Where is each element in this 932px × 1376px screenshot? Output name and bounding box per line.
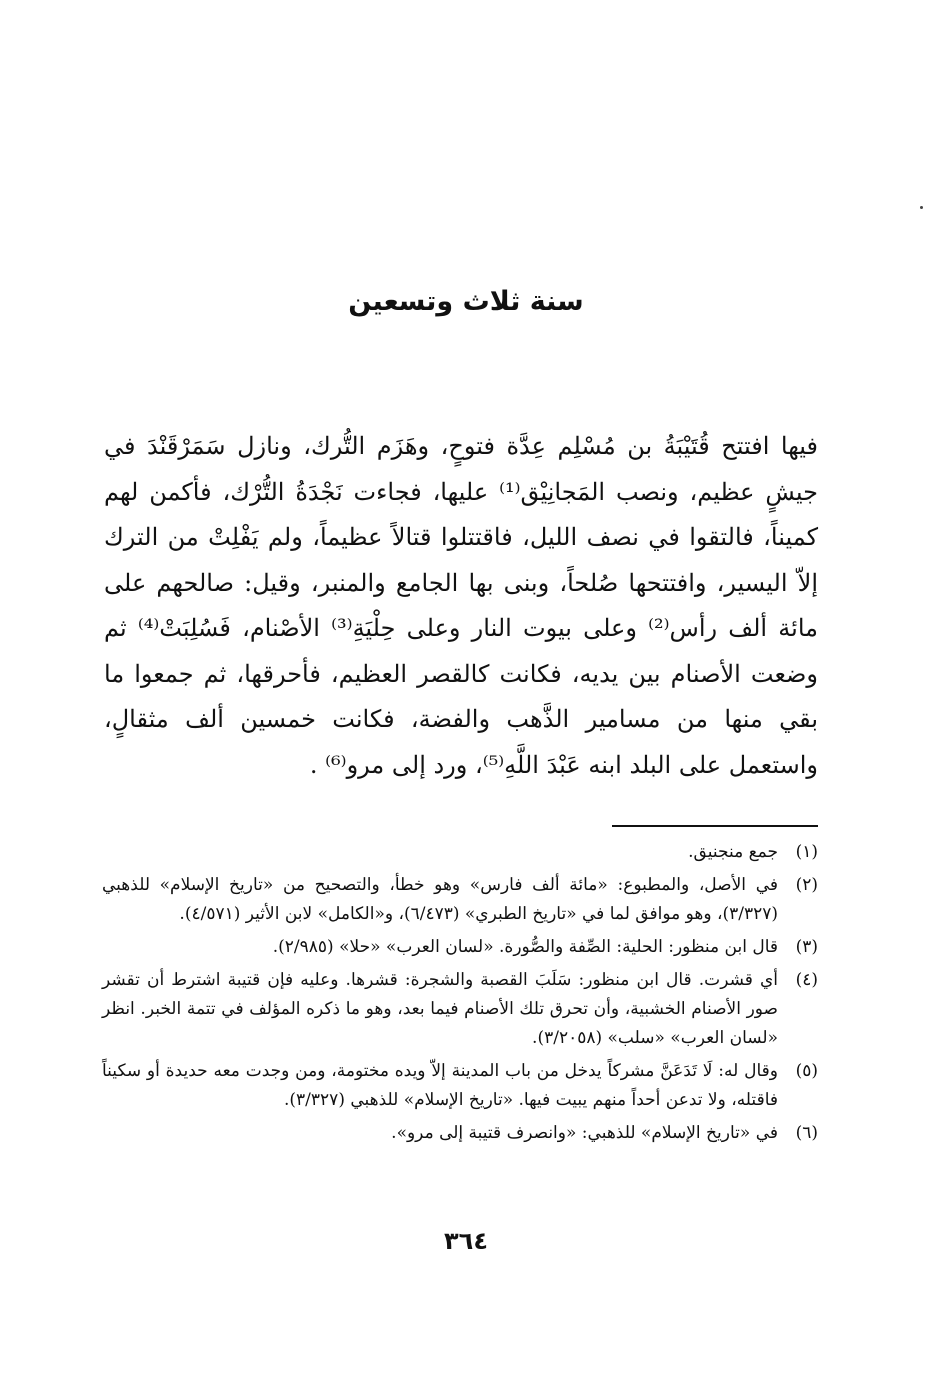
footnote-number: (٤) <box>795 970 818 990</box>
footnote-4 <box>102 966 818 1053</box>
footnote-number: (١) <box>795 842 818 862</box>
footnote-text: في الأصل، والمطبوع: «مائة ألف فارس» وهو خطأ، والتصحيح من «تاريخ الإسلام» للذهبي (٣/٣٢٧)، وهو موافق لما في «تاريخ الطبري» (٦/٤٧٣)، و«الكامل» لابن الأثير (٤/٥٧١). <box>102 875 778 924</box>
footnote-text: في «تاريخ الإسلام» للذهبي: «وانصرف قتيبة إلى مرو». <box>391 1123 778 1143</box>
main-paragraph: فيها افتتح قُتَيْبَةُ بن مُسْلِم عِدَّة فتوحٍ، وهَزَم التُّرك، ونازل سَمَرْقَنْدَ في جيشٍ عظيم، ونصب المَجانِيْق⁽¹⁾ عليها، فجاءت نَجْدَةُ التُّرْك، فأكمن لهم كميناً، فالتقوا في نصف الليل، فاقتتلوا قتالاً عظيماً، ولم يَفْلِتْ من الترك إلاّ اليسير، وافتتحها صُلحاً، وبنى بها الجامع والمنبر، وقيل: صالحهم على مائة ألف رأس⁽²⁾ وعلى بيوت النار وعلى حِلْيَةِ⁽³⁾ الأصْنام، فَسُلِبَتْ⁽⁴⁾ ثم وضعت الأصنام بين يديه، فكانت كالقصر العظيم، فأحرقها، ثم جمعوا ما بقي منها من مسامير الذَّهب والفضة، فكانت خمسين ألف مثقالٍ، واستعمل على البلد ابنه عَبْدَ اللَّهِ⁽⁵⁾، ورد إلى مرو⁽⁶⁾ . <box>104 432 818 779</box>
footnote-text: أي قشرت. قال ابن منظور: سَلَبَ القصبة والشجرة: قشرها. وعليه فإن قتيبة اشترط أن تقشر صور الأصنام الخشبية، وأن تحرق تلك الأصنام فيما بعد، وهو ما ذكره المؤلف في تتمة الخبر. انظر «لسان العرب» «سلب» (٣/٢٠٥٨). <box>102 970 778 1048</box>
footnote-number: (٢) <box>795 875 818 895</box>
footnote-separator <box>612 825 818 827</box>
footnote-text: وقال له: لَا تَدَعَنَّ مشركاً يدخل من باب المدينة إلاّ ويده مختومة، ومن وجدت معه حديدة أو سكيناً فاقتله، ولا تدعن أحداً منهم يبيت فيها. «تاريخ الإسلام» للذهبي (٣/٣٢٧). <box>102 1061 778 1110</box>
footnote-2 <box>102 871 818 929</box>
footnote-1 <box>102 838 818 867</box>
chapter-title: سنة ثلاث وتسعين <box>348 286 584 317</box>
footnote-number: (٣) <box>795 937 818 957</box>
footnote-number: (٦) <box>795 1123 818 1143</box>
footnote-3 <box>102 933 818 962</box>
footnote-text: قال ابن منظور: الحلية: الصِّفة والصُّورة. «لسان العرب» «حلا» (٢/٩٨٥). <box>272 937 778 957</box>
page-number: ٣٦٤ <box>444 1227 488 1255</box>
footnote-6 <box>102 1119 818 1148</box>
footnote-5 <box>102 1057 818 1115</box>
footnote-number: (٥) <box>795 1061 818 1081</box>
footnote-text: جمع منجنيق. <box>688 842 778 862</box>
scan-speck <box>920 206 923 209</box>
footnotes <box>102 838 818 1152</box>
